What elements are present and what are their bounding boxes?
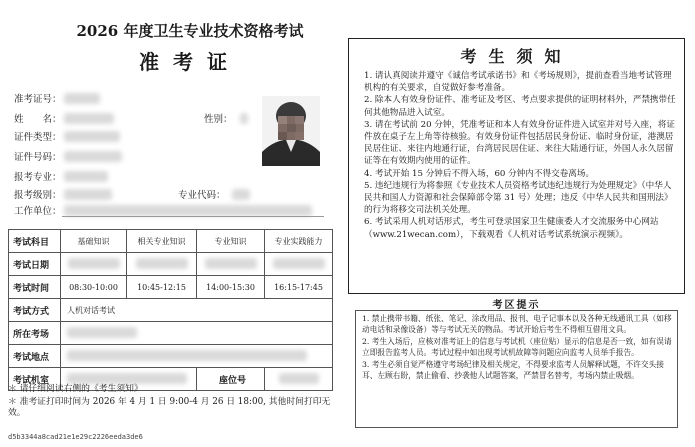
date-label: 考试日期	[9, 253, 61, 276]
major-redacted	[64, 171, 108, 182]
exam-schedule-table	[8, 229, 333, 391]
time-cell-1: 08:30-10:00	[61, 276, 127, 299]
table-row-times	[9, 276, 333, 299]
method-label: 考试方式	[9, 299, 61, 322]
tips-title: 考区提示	[492, 300, 541, 311]
notice-item: 3. 请在考试前 20 分钟，凭准考证和本人有效身份证件进入试室并对号入座，将证件放在桌子左上角等待核验。有效身份证件包括居民身份证、临时身份证，港澳居民居住证、来往内地通行证，台湾居民居住证、来往大陆通行证，外国人永久居留证等在有效期内使用的证件。	[364, 119, 675, 167]
id-number-redacted	[64, 151, 122, 162]
tips-item: 1. 禁止携带书籍、纸张、笔记、涂改用品、报刊、电子记事本以及各种无线通讯工具（如移动电话和录像设备）等与考试无关的物品。考试开始后考生不得相互借用文具。	[362, 314, 672, 335]
footnote-read-notice: ＊ 请仔细阅读右侧的《考生须知》	[8, 384, 143, 394]
notice-item: 4. 考试开始 15 分钟后不得入场，60 分钟内不得交卷离场。	[364, 168, 595, 179]
table-row-dates	[9, 253, 333, 276]
major-label: 报考专业：	[14, 172, 62, 183]
tips-item: 3. 考生必须自觉严格遵守考场纪律及相关规定，不得要求监考人员解释试题，不许交头接耳、左顾右盼，禁止偷看、抄袭他人试题答案，严禁冒名替考，考场内禁止吸烟。	[362, 359, 664, 381]
time-cell-3: 14:00-15:30	[197, 276, 265, 299]
notice-item: 1. 请认真阅读并遵守《诚信考试承诺书》和《考场规则》，提前查看当地考试管理机构的有关要求，自觉做好参考准备。	[364, 71, 672, 94]
ticket-number-label: 准考证号：	[14, 94, 62, 105]
table-row-method	[9, 299, 333, 322]
location-value	[61, 345, 333, 368]
table-row-subjects	[9, 230, 333, 253]
ticket-title: 准考证	[139, 50, 241, 74]
table-row-location	[9, 345, 333, 368]
subject-professional: 专业知识	[197, 230, 265, 253]
subject-practice: 专业实践能力	[265, 230, 333, 253]
document-hash: d5b3344a8cad21e1e29c2226eeda3de6	[8, 433, 143, 441]
level-label: 报考级别：	[14, 190, 62, 201]
level-redacted	[64, 189, 112, 200]
id-type-label: 证件类型：	[14, 132, 62, 143]
notice-item: 6. 考试采用人机对话形式，考生可登录国家卫生健康委人才交流服务中心网站（www.21wecan.com），下载观看《人机对话考试系统演示视频》。	[364, 217, 659, 240]
time-cell-4: 16:15-17:45	[265, 276, 333, 299]
name-redacted	[64, 113, 114, 124]
employer-underline	[62, 216, 324, 217]
method-value: 人机对话考试	[61, 299, 333, 322]
notice-item: 2. 除本人有效身份证件、准考证及考区、考点要求提供的证明材料外，严禁携带任何其他物品进入试室。	[364, 95, 676, 118]
gender-redacted	[240, 113, 248, 124]
footnote-print-time: ＊ 准考证打印时间为 2026 年 4 月 1 日 9:00-4 月 26 日 18:00, 其他时间打印无效。	[8, 397, 331, 418]
date-cell-3	[197, 253, 265, 276]
name-label: 姓 名：	[14, 114, 62, 125]
subject-header-label: 考试科目	[9, 230, 61, 253]
tips-item: 2. 考生入场后，应核对准考证上的信息与考试机（座位贴）显示的信息是否一致，如有误请立即报告监考人员。考试过程中如出现考试机故障等问题应向监考人员举手报告。	[362, 336, 672, 358]
notice-item: 5. 违纪违规行为将参照《专业技术人员资格考试违纪违规行为处理规定》（中华人民共和国人力资源和社会保障部令第 31 号）处理；违反《中华人民共和国刑法》的行为将移交司法机关处理。	[364, 180, 673, 216]
major-code-label: 专业代码：	[178, 190, 226, 201]
time-cell-2: 10:45-12:15	[127, 276, 197, 299]
date-cell-2	[127, 253, 197, 276]
table-row-venue	[9, 322, 333, 345]
time-label: 考试时间	[9, 276, 61, 299]
seat-label: 座位号	[197, 368, 265, 391]
notice-list	[364, 70, 676, 241]
employer-redacted	[64, 205, 312, 216]
date-cell-4	[265, 253, 333, 276]
employer-label: 工作单位：	[14, 206, 62, 217]
id-type-redacted	[64, 131, 120, 142]
major-code-redacted	[232, 189, 250, 200]
subject-related: 相关专业知识	[127, 230, 197, 253]
ticket-number-redacted	[64, 93, 100, 104]
date-cell-1	[61, 253, 127, 276]
tips-list	[362, 313, 674, 381]
exam-title: 2026 年度卫生专业技术资格考试	[76, 22, 304, 40]
venue-label: 所在考场	[9, 322, 61, 345]
candidate-photo	[262, 96, 320, 166]
notice-title: 考生须知	[460, 47, 573, 66]
subject-basic: 基础知识	[61, 230, 127, 253]
location-label: 考试地点	[9, 345, 61, 368]
room-label: 考试机室	[9, 368, 61, 391]
gender-label: 性别：	[204, 114, 233, 125]
id-number-label: 证件号码：	[14, 152, 62, 163]
venue-value	[61, 322, 333, 345]
